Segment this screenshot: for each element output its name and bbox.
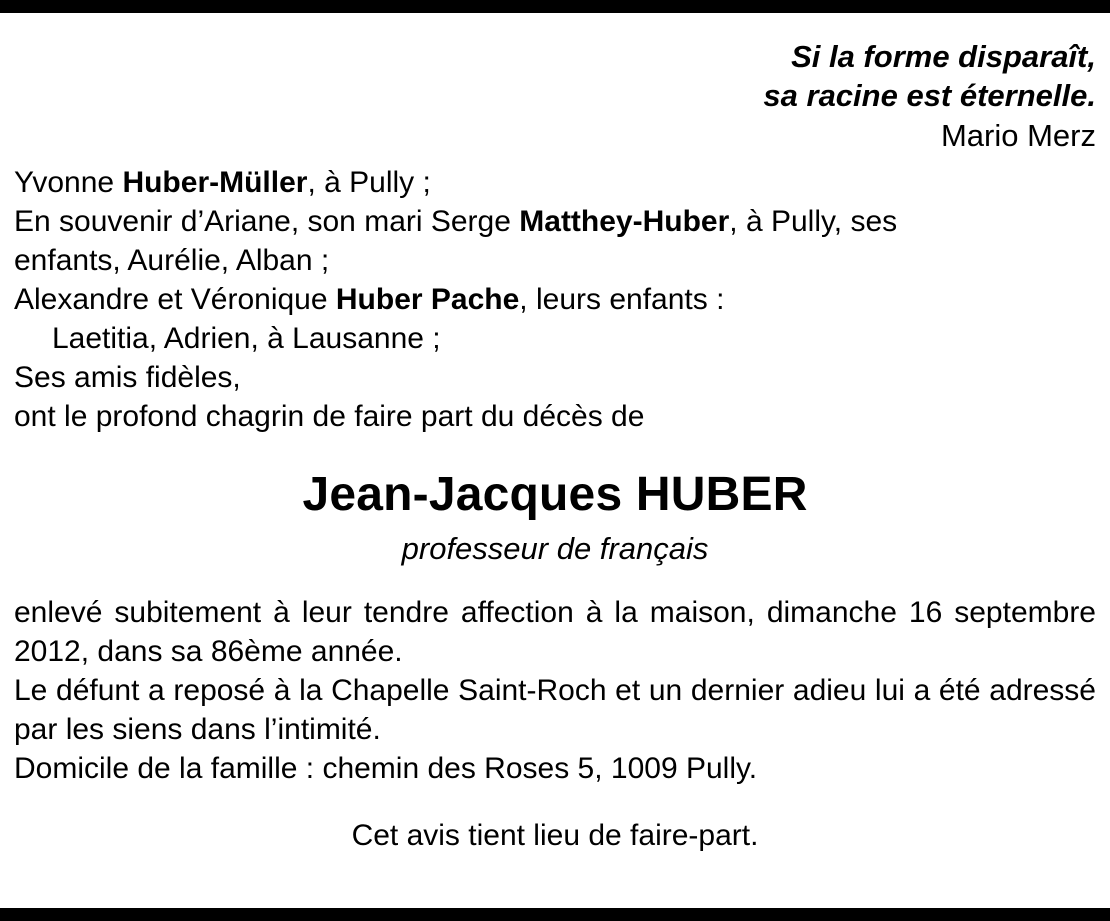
notice-body [14, 593, 1096, 788]
notice-content [0, 13, 1110, 908]
epigraph-line-2: sa racine est éternelle. [763, 78, 1096, 114]
epigraph-line-1: Si la forme disparaît, [791, 39, 1096, 74]
family-line-4-post: , leurs enfants : [519, 283, 725, 317]
deceased-role: professeur de français [401, 531, 709, 567]
deceased-block [14, 470, 1096, 566]
family-line-5: Laetitia, Adrien, à Lausanne ; [52, 322, 441, 356]
family-line-2-post: , à Pully, ses [729, 205, 898, 239]
family-line-3: enfants, Aurélie, Alban ; [14, 244, 330, 278]
family-line-1-name: Huber-Müller [122, 166, 308, 200]
body-paragraph-1: enlevé subitement à leur tendre affection à la maison, dimanche 16 septembre 2012, dans sa 86ème année. [14, 595, 1096, 668]
family-line-1-post: , à Pully ; [307, 166, 431, 200]
closing-statement: Cet avis tient lieu de faire-part. [351, 818, 759, 852]
epigraph-block [14, 37, 1096, 155]
family-line-2-pre: En souvenir d’Ariane, son mari Serge [14, 205, 520, 239]
family-line-2-name: Matthey-Huber [519, 205, 730, 239]
family-line-4-name: Huber Pache [335, 283, 520, 317]
family-line-7: ont le profond chagrin de faire part du décès de [14, 400, 645, 434]
family-line-2 [14, 202, 1096, 241]
family-line-1 [14, 163, 1096, 202]
epigraph-author: Mario Merz [940, 117, 1096, 153]
body-paragraph-2: Le défunt a reposé à la Chapelle Saint-Roch et un dernier adieu lui a été adressé par les siens dans l’intimité. [14, 673, 1096, 746]
family-list [14, 163, 1096, 436]
family-line-4-pre: Alexandre et Véronique [14, 283, 336, 317]
family-line-4 [14, 280, 1096, 319]
body-paragraph-3: Domicile de la famille : chemin des Roses 5, 1009 Pully. [14, 751, 758, 785]
family-line-6: Ses amis fidèles, [14, 361, 241, 395]
deceased-name: Jean-Jacques HUBER [302, 468, 808, 522]
family-line-1-pre: Yvonne [14, 166, 123, 200]
